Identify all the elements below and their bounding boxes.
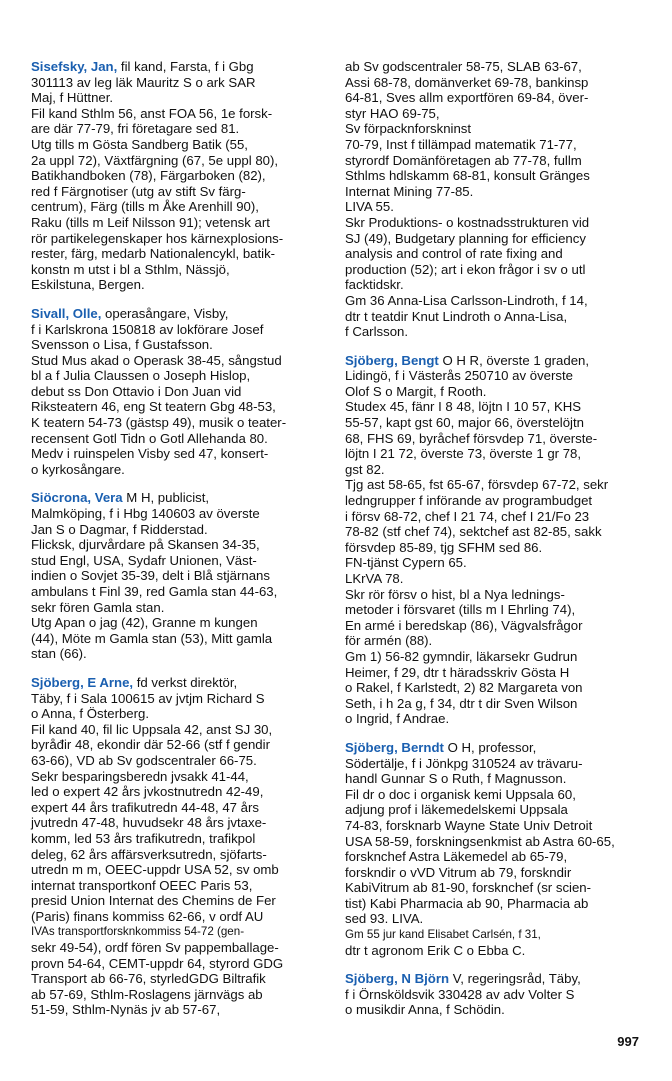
entry-text-line [345, 587, 645, 603]
entry-text-line [345, 153, 645, 169]
entry-text-line [345, 740, 645, 756]
entry-text: K teatern 54-73 (gästsp 49), musik o teater- [31, 415, 287, 431]
entry-text-line [345, 431, 645, 447]
entry-text: Riksteatern 46, eng St teatern Gbg 48-53, [31, 399, 276, 415]
entry-text: LKrVA 78. [345, 571, 404, 586]
entry-text-line [31, 878, 331, 894]
entry-text-line [31, 584, 331, 600]
entry-text-line [31, 615, 331, 631]
entry-text-line [345, 462, 645, 478]
entry-text-line [345, 184, 645, 200]
entry-text: (44), Möte m Gamla stan (53), Mitt gamla [31, 630, 273, 646]
entry-text-line [345, 59, 645, 75]
entry-text: En armé i beredskap (86), Vägvalsfrågor [345, 617, 583, 633]
entry-text-line [345, 987, 645, 1003]
entry-text: i försv 68-72, chef I 21 74, chef I 21/Fo 23 [345, 508, 590, 524]
entry-text-line [345, 849, 645, 865]
entry-text-line [345, 927, 645, 943]
entry-text-line [345, 399, 645, 415]
entry-text: V, regeringsråd, Täby, [449, 971, 581, 987]
entry-text-line [345, 865, 645, 881]
entry-text-line [345, 477, 645, 493]
entry-text: centrum), Färg (tills m Åke Arenhill 90), [31, 199, 259, 215]
entry-text-line [345, 818, 645, 834]
entry-text: bl a f Julia Claussen o Joseph Hislop, [31, 368, 251, 384]
entry-text: Transport ab 66-76, styrledGDG Biltrafik [31, 971, 266, 987]
entry-text: Utg tills m Gösta Sandberg Batik (55, [31, 136, 248, 152]
entry-text: 2a uppl 72), Växtfärgning (67, 5e uppl 80), [31, 152, 279, 168]
entry-text: f i Örnsköldsvik 330428 av adv Volter S [345, 986, 575, 1002]
entry-text-line [31, 831, 331, 847]
entry-text-line [31, 106, 331, 122]
entry-text: ab 57-69, Sthlm-Roslagens järnvägs ab [31, 986, 263, 1002]
entry-text: stud Engl, USA, Sydafr Unionen, Väst- [31, 552, 257, 568]
entry-text: sed 93. LIVA. [345, 911, 424, 927]
entry-text-line [31, 322, 331, 338]
entry-text-line [345, 246, 645, 262]
entry-text-line [31, 262, 331, 278]
entry-text: ledngrupper f införande av programbudget [345, 493, 593, 509]
entry-text: rester, färg, medarb Nationalencykl, batik- [31, 246, 276, 262]
entry-text: 63-66), VD ab Sv godscentraler 66-75. [31, 752, 257, 768]
entry-text: Medv i ruinspelen Visby sed 47, konsert- [31, 446, 269, 462]
entry-text-line [31, 337, 331, 353]
entry-text-line [345, 137, 645, 153]
entry-text-line [345, 896, 645, 912]
entry-text: Svensson o Lisa, f Gustafsson. [31, 337, 213, 353]
entry-text-line [345, 90, 645, 106]
biography-entry [31, 306, 331, 478]
entry-text: handl Gunnar S o Ruth, f Magnusson. [345, 771, 567, 787]
right-column [345, 59, 645, 1031]
entry-text: Fil kand Sthlm 56, anst FOA 56, 1e forsk- [31, 105, 273, 121]
entry-text-line [31, 924, 331, 940]
entry-text: Fil dr o doc i organisk kemi Uppsala 60, [345, 786, 576, 802]
entry-text-line [31, 737, 331, 753]
entry-text: 301113 av leg läk Mauritz S o ark SAR [31, 74, 256, 90]
entry-text: fil kand, Farsta, f i Gbg [117, 59, 254, 74]
entry-text-line [31, 1002, 331, 1018]
entry-text: debut ss Don Ottavio i Don Juan vid [31, 383, 242, 399]
entry-text-line [31, 137, 331, 153]
entry-text-line [345, 880, 645, 896]
entry-text-line [345, 199, 645, 215]
entry-text: Täby, f i Sala 100615 av jvtjm Richard S [31, 690, 265, 706]
entry-text: komm, led 53 års trafikutredn, trafikpol [31, 830, 256, 846]
entry-text-line [345, 262, 645, 278]
entry-text-line [345, 231, 645, 247]
entry-text: Sthlms hdlskamm 68-81, konsult Gränges [345, 168, 590, 184]
entry-text: 70-79, Inst f tillämpad matematik 71-77, [345, 136, 577, 152]
entry-text: fd verkst direktör, [133, 674, 238, 690]
entry-text-line [31, 90, 331, 106]
entry-text: stan (66). [31, 646, 87, 662]
entry-text: presid Union Internat des Chemins de Fer [31, 893, 276, 909]
entry-text-line [31, 368, 331, 384]
entry-text-line [31, 199, 331, 215]
biography-entry [31, 490, 331, 662]
entry-text-line [345, 493, 645, 509]
entry-text: jvutredn 47-48, huvudsekr 48 års jvtaxe- [31, 815, 267, 831]
entry-text-line [345, 509, 645, 525]
entry-text-line [345, 649, 645, 665]
entry-text-line [345, 415, 645, 431]
entry-text-line [345, 696, 645, 712]
entry-text-line [345, 771, 645, 787]
entry-text-line [345, 680, 645, 696]
entry-text-line [31, 415, 331, 431]
entry-text: KabiVitrum ab 81-90, forsknchef (sr scien- [345, 880, 592, 896]
entry-text-line [31, 909, 331, 925]
entry-text: dtr t agronom Erik C o Ebba C. [345, 942, 526, 958]
entry-text-line [345, 353, 645, 369]
entry-text: indien o Sovjet 35-39, delt i Blå stjärnans [31, 568, 270, 584]
entry-text-line [345, 555, 645, 571]
entry-text-line [345, 834, 645, 850]
entry-text: gst 82. [345, 461, 385, 477]
entry-text: sekr fören Gamla stan. [31, 599, 165, 615]
biography-entry [31, 59, 331, 293]
entry-name: Sisefsky, Jan, [31, 59, 118, 74]
entry-text-line [31, 815, 331, 831]
entry-text: USA 58-59, forskningsenkmist ab Astra 60-65, [345, 833, 615, 849]
entry-text: konstn m utst i bl a Sthlm, Nässjö, [31, 261, 230, 277]
entry-text-line [345, 324, 645, 340]
entry-text: Eskilstuna, Bergen. [31, 277, 145, 293]
entry-text: expert 44 års trafikutredn 44-48, 47 års [31, 799, 259, 815]
entry-text-line [31, 753, 331, 769]
entry-text: (Paris) finans kommiss 62-66, v ordf AU [31, 908, 264, 924]
entry-text: Flicksk, djurvårdare på Skansen 34-35, [31, 537, 260, 553]
entry-text: o Ingrid, f Andrae. [345, 711, 450, 727]
entry-text: Jan S o Dagmar, f Ridderstad. [31, 521, 208, 537]
entry-text: dtr t teatdir Knut Lindroth o Anna-Lisa, [345, 308, 568, 324]
entry-text: Internat Mining 77-85. [345, 183, 474, 199]
entry-text-line [345, 309, 645, 325]
entry-text-line [345, 756, 645, 772]
entry-text-line [345, 524, 645, 540]
entry-text-line [31, 506, 331, 522]
entry-text: byråđir 48, ekondir där 52-66 (stf f gendir [31, 737, 270, 753]
entry-text: 74-83, forsknarb Wayne State Univ Detroit [345, 817, 593, 833]
entry-text-line [31, 121, 331, 137]
entry-text: deleg, 62 års affärsverksutredn, sjöfarts- [31, 846, 267, 862]
entry-text: Skr Produktions- o kostnadsstrukturen vid [345, 214, 590, 230]
biography-entry [345, 740, 645, 958]
entry-text-line [31, 987, 331, 1003]
entry-text: o Anna, f Österberg. [31, 706, 150, 722]
entry-text: Seth, i h 2a g, f 34, dtr t dir Sven Wilson [345, 695, 578, 711]
entry-text: Skr rör försv o hist, bl a Nya lednings- [345, 586, 565, 602]
entry-text-line [31, 246, 331, 262]
entry-text: 78-82 (stf chef 74), sektchef ast 82-85, sakk [345, 524, 602, 540]
entry-text-line [31, 675, 331, 691]
entry-text: tist) Kabi Pharmacia ab 90, Pharmacia ab [345, 895, 589, 911]
entry-text-line [345, 711, 645, 727]
entry-text-line [31, 446, 331, 462]
entry-text: styr HAO 69-75, [345, 105, 440, 121]
entry-text: Malmköping, f i Hbg 140603 av överste [31, 506, 260, 522]
entry-name: Siöcrona, Vera [31, 490, 123, 506]
entry-text-line [31, 59, 331, 75]
left-column [31, 59, 331, 1031]
entry-text: Fil kand 40, fil lic Uppsala 42, anst SJ 30, [31, 721, 273, 737]
entry-text: 51-59, Sthlm-Nynäs jv ab 57-67, [31, 1002, 221, 1018]
entry-text: are där 77-79, fri företagare sed 81. [31, 121, 240, 137]
entry-text: operasångare, Visby, [101, 305, 229, 321]
entry-text: recensent Gotl Tidn o Gotl Allehanda 80. [31, 430, 268, 446]
entry-text-line [345, 911, 645, 927]
entry-text-line [31, 353, 331, 369]
entry-name: Sjöberg, E Arne, [31, 674, 134, 690]
entry-text: sekr 49-54), ordf fören Sv pappemballage- [31, 940, 279, 956]
entry-text: forskndir o vVD Vitrum ab 79, forskndir [345, 864, 572, 880]
entry-text: Södertälje, f i Jönkpg 310524 av trävaru- [345, 755, 583, 771]
entry-text: Heimer, f 29, dtr t häradsskriv Gösta H [345, 664, 570, 680]
entry-text: Sv förpacknforskninst [345, 121, 472, 137]
entry-text: för armén (88). [345, 633, 433, 649]
entry-text-line [31, 231, 331, 247]
entry-text: LIVA 55. [345, 199, 394, 215]
entry-text-line [31, 384, 331, 400]
entry-text: Lidingö, f i Västerås 250710 av överste [345, 368, 573, 384]
entry-text: Olof S o Margit, f Rooth. [345, 383, 487, 399]
entry-text-line [31, 646, 331, 662]
entry-text: Studex 45, fänr I 8 48, löjtn I 10 57, KHS [345, 399, 582, 415]
entry-text-line [31, 722, 331, 738]
entry-text: f i Karlskrona 150818 av lokförare Josef [31, 321, 264, 337]
entry-text-line [31, 784, 331, 800]
entry-text: o Rakel, f Karlstedt, 2) 82 Margareta von [345, 680, 583, 696]
entry-text: försvdep 85-89, tjg SFHM sed 86. [345, 539, 543, 555]
entry-text-line [31, 153, 331, 169]
entry-text-line [345, 618, 645, 634]
entry-text-line [31, 537, 331, 553]
entry-text: led o expert 42 års jvkostnutredn 42-49, [31, 784, 264, 800]
entry-text: utredn m m, OEEC-uppdr USA 52, sv omb [31, 862, 279, 878]
entry-text: adjung prof i läkemedelskemi Uppsala [345, 802, 568, 818]
entry-text-line [31, 277, 331, 293]
entry-text-line [31, 184, 331, 200]
entry-text: Gm 36 Anna-Lisa Carlsson-Lindroth, f 14, [345, 292, 588, 308]
entry-text-line [345, 384, 645, 400]
entry-name: Sjöberg, Berndt [345, 739, 444, 755]
entry-text: Utg Apan o jag (42), Granne m kungen [31, 615, 258, 631]
entry-text: löjtn I 21 72, överste 73, överste 1 gr 78, [345, 446, 582, 462]
biography-entry [345, 353, 645, 727]
entry-text-line [31, 522, 331, 538]
entry-text-line [345, 368, 645, 384]
entry-text: f Carlsson. [345, 324, 409, 340]
entry-text: Maj, f Hüttner. [31, 90, 114, 106]
entry-text-line [31, 306, 331, 322]
entry-text: Sekr besparingsberedn jvsakk 41-44, [31, 768, 249, 784]
entry-text-line [31, 971, 331, 987]
entry-text-line [345, 121, 645, 137]
entry-text-line [31, 490, 331, 506]
entry-text: styrordf Domänföretagen ab 77-78, fullm [345, 152, 582, 168]
entry-text-line [345, 1002, 645, 1018]
entry-text: o kyrkosångare. [31, 461, 125, 477]
entry-text: forsknchef Astra Läkemedel ab 65-79, [345, 849, 568, 865]
entry-text-line [345, 571, 645, 587]
entry-text: 55-57, kapt gst 60, major 66, överstelöjtn [345, 415, 584, 431]
entry-text-line [345, 106, 645, 122]
entry-text: ambulans t Finl 39, red Gamla stan 44-63, [31, 584, 278, 599]
entry-text-line [31, 691, 331, 707]
entry-text-line [345, 633, 645, 649]
entry-text: Gm 1) 56-82 gymndir, läkarsekr Gudrun [345, 648, 578, 664]
entry-text: Batikhandboken (78), Färgarboken (82), [31, 168, 266, 184]
entry-text: FN-tjänst Cypern 65. [345, 555, 467, 571]
entry-text-line [345, 665, 645, 681]
entry-text: facktidskr. [345, 277, 404, 293]
entry-text-line [31, 568, 331, 584]
entry-text: provn 54-64, CEMT-uppdr 64, styrord GDG [31, 955, 284, 971]
entry-text: O H R, överste 1 graden, [438, 352, 590, 368]
entry-text-line [31, 800, 331, 816]
entry-text-line [31, 862, 331, 878]
entry-text-line [345, 802, 645, 818]
biography-entry [345, 971, 645, 1018]
entry-text-line [31, 553, 331, 569]
entry-name: Sjöberg, Bengt [345, 352, 439, 368]
entry-text-line [31, 631, 331, 647]
entry-text-line [345, 602, 645, 618]
biography-entry [31, 675, 331, 1018]
entry-text-line [345, 215, 645, 231]
entry-text: Raku (tills m Leif Nilsson 91); vetensk art [31, 214, 270, 230]
entry-text-line [31, 168, 331, 184]
entry-text: o musikdir Anna, f Schödin. [345, 1002, 505, 1018]
entry-text: analysis and control of rate fixing and [345, 246, 563, 262]
entry-text-line [31, 706, 331, 722]
entry-text: internat transportkonf OEEC Paris 53, [31, 877, 253, 893]
entry-text-line [31, 600, 331, 616]
entry-text: IVAs transportforsknkommiss 54-72 (gen- [31, 925, 245, 939]
entry-text: Tjg ast 58-65, fst 65-67, försvdep 67-72, sekr [345, 477, 609, 493]
entry-text-line [345, 540, 645, 556]
entry-text-line [31, 462, 331, 478]
entry-text: O H, professor, [443, 739, 537, 755]
entry-text: rör partikelegenskaper hos kärnexplosions- [31, 230, 284, 246]
entry-name: Sjöberg, N Björn [345, 971, 450, 987]
entry-text-line [31, 956, 331, 972]
entry-text-line [345, 293, 645, 309]
entry-name: Sivall, Olle, [31, 305, 102, 321]
entry-text-line [345, 75, 645, 91]
entry-text: production (52); art i ekon frågor i sv o utl [345, 261, 586, 277]
entry-text: SJ (49), Budgetary planning for efficiency [345, 230, 586, 246]
entry-text: 68, FHS 69, byråchef försvdep 71, överste- [345, 430, 598, 446]
entry-text-line [345, 943, 645, 959]
entry-text-line [31, 75, 331, 91]
entry-text: M H, publicist, [122, 490, 210, 506]
entry-text-line [345, 277, 645, 293]
entry-text-line [31, 215, 331, 231]
entry-text: metoder i försvaret (tills m I Ehrling 74), [345, 602, 576, 618]
entry-text: Assi 68-78, domänverket 69-78, bankinsp [345, 74, 589, 90]
entry-text: Stud Mus akad o Operask 38-45, sångstud [31, 352, 282, 368]
entry-text-line [31, 893, 331, 909]
entry-text-line [345, 168, 645, 184]
entry-text: 64-81, Sves allm exportfören 69-84, över- [345, 90, 589, 106]
entry-text-line [31, 940, 331, 956]
entry-text: ab Sv godscentraler 58-75, SLAB 63-67, [345, 59, 582, 74]
entry-text: Gm 55 jur kand Elisabet Carlsén, f 31, [345, 928, 541, 942]
page-number: 997 [617, 1034, 639, 1049]
entry-text-line [31, 769, 331, 785]
entry-text-line [31, 847, 331, 863]
entry-text-line [345, 446, 645, 462]
entry-text-line [31, 431, 331, 447]
entry-text-line [345, 787, 645, 803]
entry-text-line [31, 399, 331, 415]
entry-text: red f Färgnotiser (utg av stift Sv färg- [31, 183, 246, 199]
entry-text-line [345, 971, 645, 987]
biography-entry [345, 59, 645, 340]
